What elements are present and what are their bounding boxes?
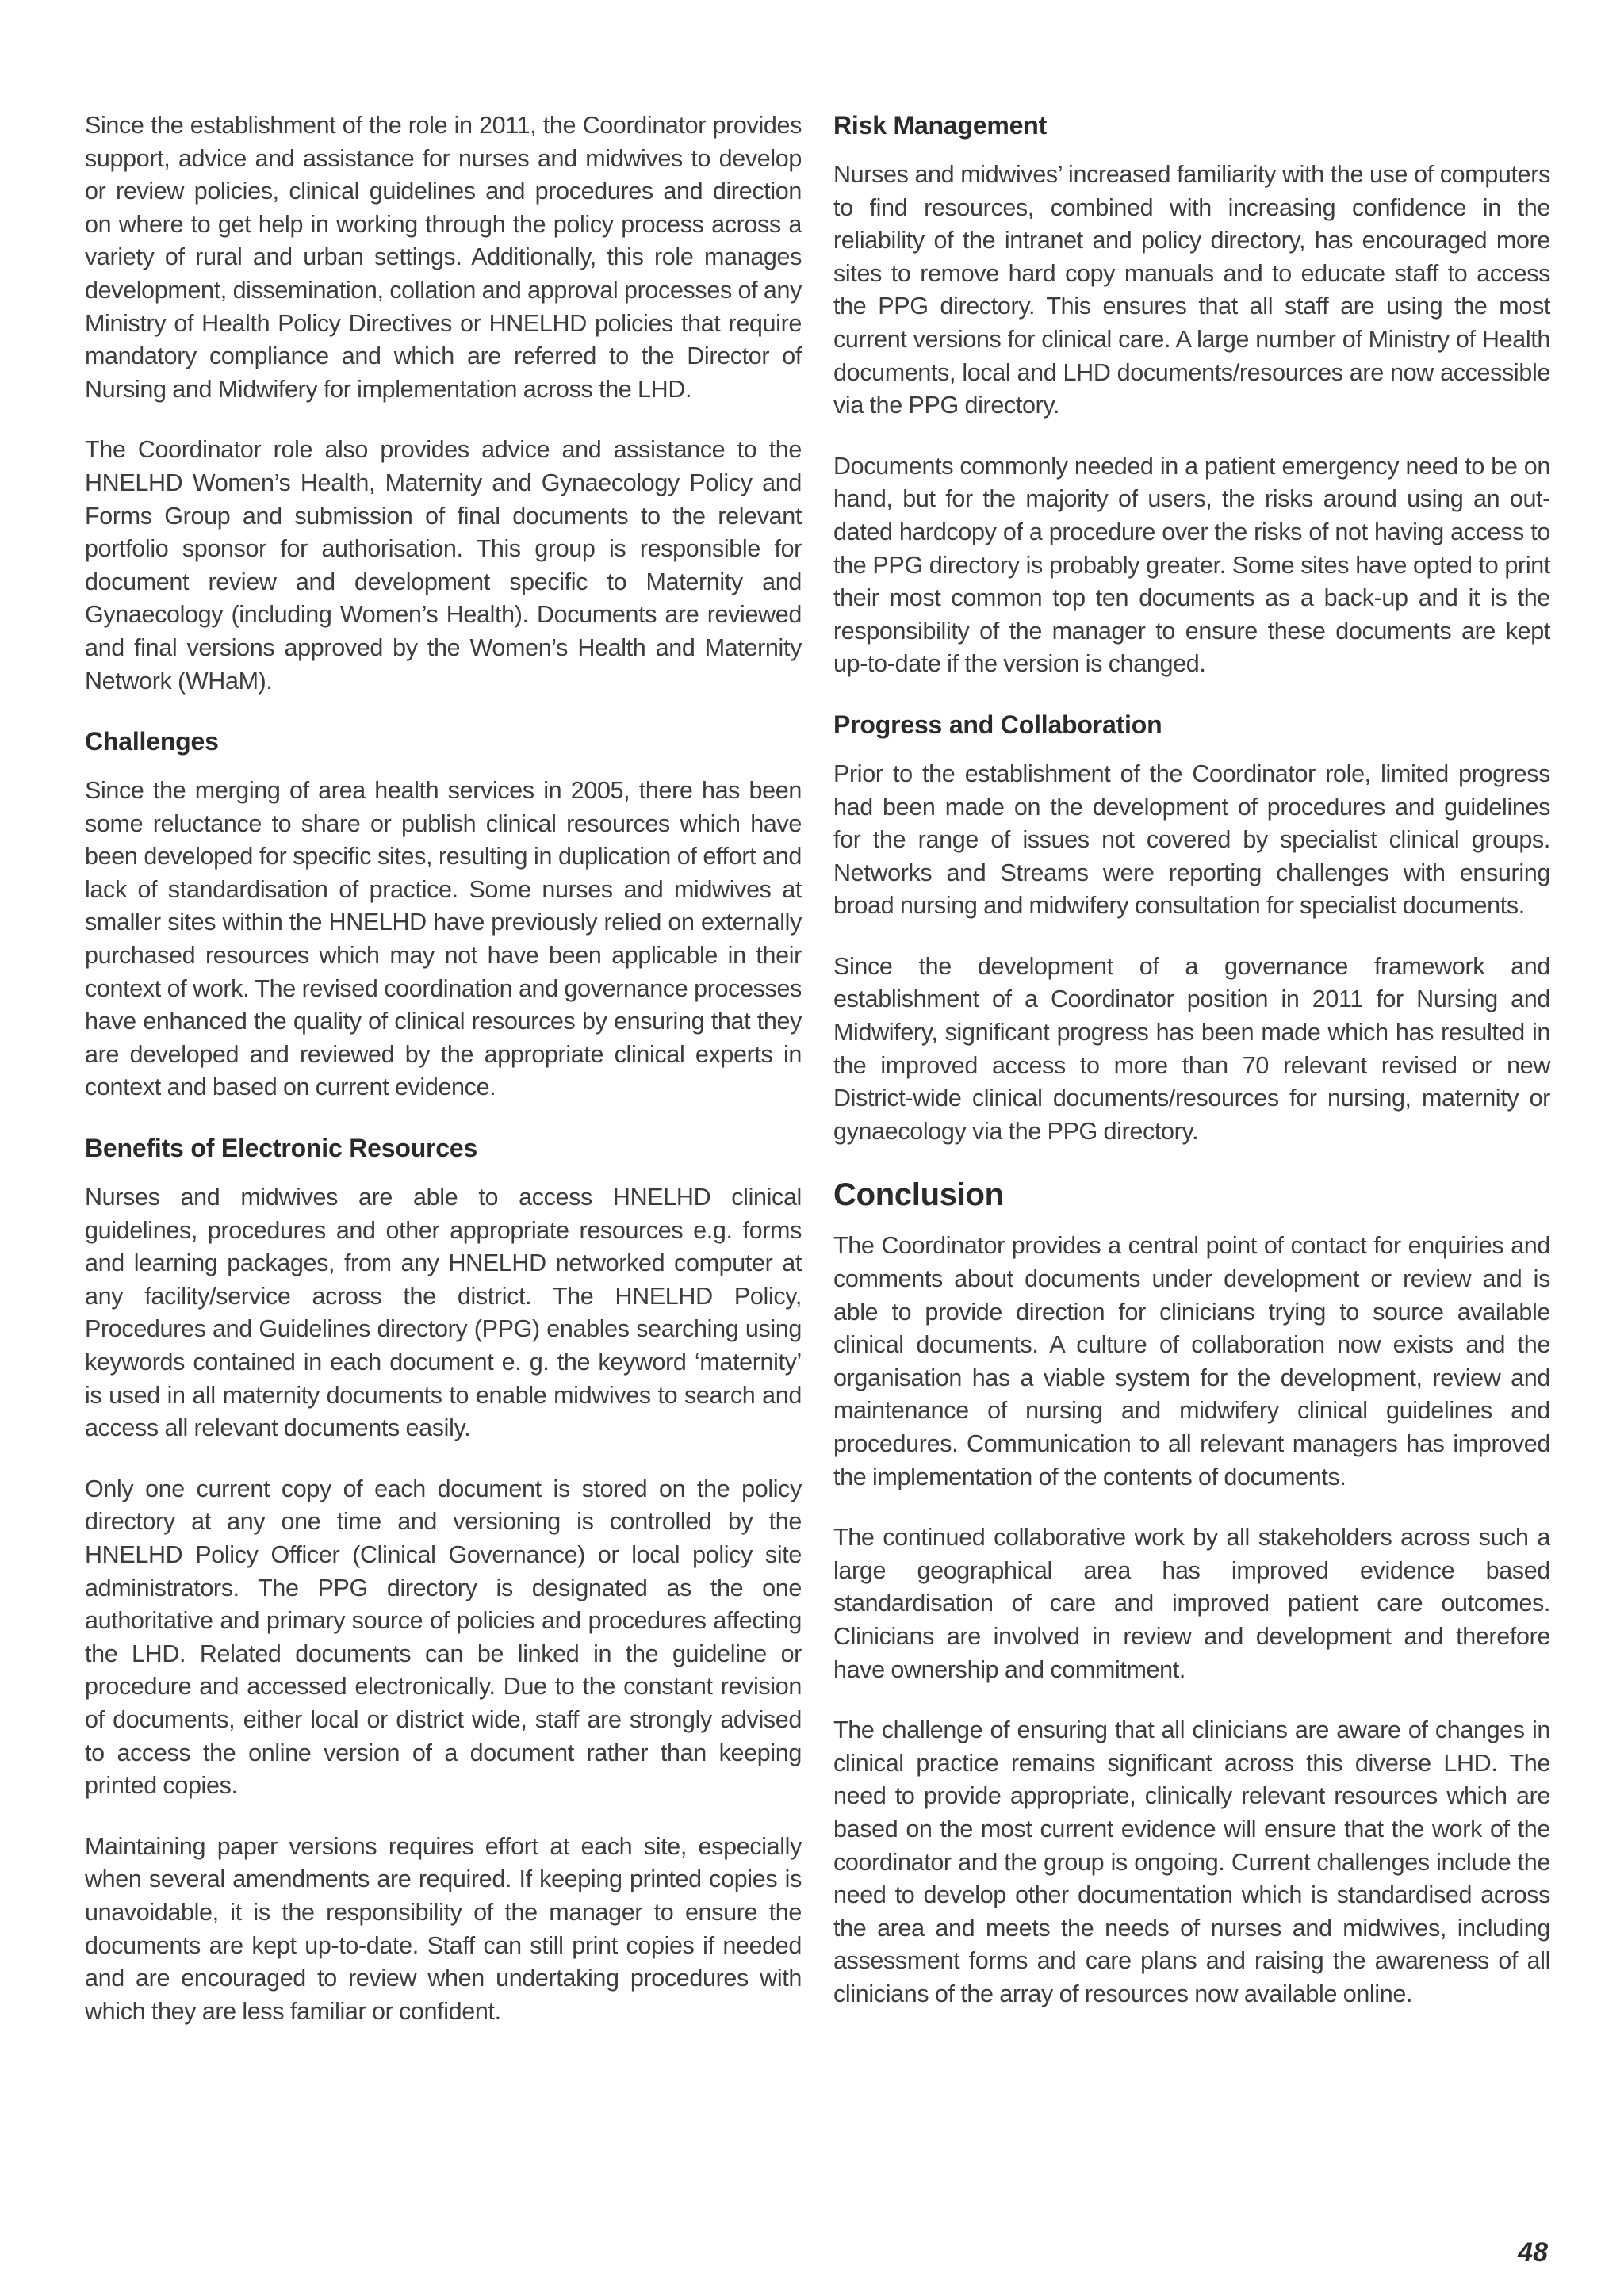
risk-management-heading: Risk Management [833, 111, 1048, 140]
right-column [833, 109, 1550, 2039]
risk-paragraph-2: Documents commonly needed in a patient emergency need to be on hand, but for the majority of users, the risks around using an out-dated hardcopy of a procedure over the risks of not having access to the PPG directory is probably greater. Some sites have opted to print their most common top ten documents as a back-up and it is the responsibility of the manager to ensure these documents are kept up-to-date if the version is changed. [833, 452, 1550, 678]
progress-heading: Progress and Collaboration [833, 710, 1162, 739]
challenges-heading: Challenges [85, 727, 219, 756]
intro-paragraph-1: Since the establishment of the role in 2011, the Coordinator provides support, advice and assistance for nurses and midwives to develop or review policies, clinical guidelines and procedures and direction on where to get help in working through the policy process across a variety of rural and urban settings. Additionally, this role manages development, dissemination, collation and approval processes of any Ministry of Health Policy Directives or HNELHD policies that require mandatory compliance and which are referred to the Director of Nursing and Midwifery for implementation across the LHD. [85, 112, 802, 403]
risk-paragraph-1: Nurses and midwives’ increased familiarity with the use of computers to find resources, combined with increasing confidence in the reliability of the intranet and policy directory, has encouraged more sites to remove hard copy manuals and to educate staff to access the PPG directory. This ensures that all staff are using the most current versions for clinical care. A large number of Ministry of Health documents, local and LHD documents/resources are now accessible via the PPG directory. [833, 161, 1550, 419]
intro-paragraph-2: The Coordinator role also provides advice and assistance to the HNELHD Women’s Health, Maternity and Gynaecology Policy and Forms Group and submission of final documents to the relevant portfolio sponsor for authorisation. This group is responsible for document review and development specific to Maternity and Gynaecology (including Women’s Health). Documents are reviewed and final versions approved by the Women’s Health and Maternity Network (WHaM). [85, 436, 802, 695]
benefits-heading: Benefits of Electronic Resources [85, 1134, 478, 1163]
benefits-paragraph-3: Maintaining paper versions requires effort at each site, especially when several amendments are required. If keeping printed copies is unavoidable, it is the responsibility of the manager to ensure the documents are kept up-to-date. Staff can still print copies if needed and are encouraged to review when undertaking procedures with which they are less familiar or confident. [85, 1832, 802, 2025]
progress-paragraph-2: Since the development of a governance framework and establishment of a Coordinator position in 2011 for Nursing and Midwifery, significant progress has been made which has resulted in the improved access to more than 70 relevant revised or new District-wide clinical documents/resources for nursing, maternity or gynaecology via the PPG directory. [833, 952, 1550, 1145]
conclusion-heading: Conclusion [833, 1177, 1004, 1213]
benefits-paragraph-1: Nurses and midwives are able to access HNELHD clinical guidelines, procedures and other appropriate resources e.g. forms and learning packages, from any HNELHD networked computer at any facility/service across the district. The HNELHD Policy, Procedures and Guidelines directory (PPG) enables searching using keywords contained in each document e. g. the keyword ‘maternity’ is used in all maternity documents to enable midwives to search and access all relevant documents easily. [85, 1184, 802, 1442]
page-number: 48 [1518, 2237, 1548, 2267]
benefits-paragraph-2: Only one current copy of each document is stored on the policy directory at any one time and versioning is controlled by the HNELHD Policy Officer (Clinical Governance) or local policy site administrators. The PPG directory is designated as the one authoritative and primary source of policies and procedures affecting the LHD. Related documents can be linked in the guideline or procedure and accessed electronically. Due to the constant revision of documents, either local or district wide, staff are strongly advised to access the online version of a document rather than keeping printed copies. [85, 1475, 802, 1800]
conclusion-paragraph-2: The continued collaborative work by all stakeholders across such a large geographical area has improved evidence based standardisation of care and improved patient care outcomes. Clinicians are involved in review and development and therefore have ownership and commitment. [833, 1524, 1550, 1683]
progress-paragraph-1: Prior to the establishment of the Coordinator role, limited progress had been made on the development of procedures and guidelines for the range of issues not covered by specialist clinical groups. Networks and Streams were reporting challenges with ensuring broad nursing and midwifery consultation for specialist documents. [833, 760, 1550, 920]
challenges-paragraph: Since the merging of area health services in 2005, there has been some reluctance to share or publish clinical resources which have been developed for specific sites, resulting in duplication of effort and lack of standardisation of practice. Some nurses and midwives at smaller sites within the HNELHD have previously relied on externally purchased resources which may not have been applicable in their context of work. The revised coordination and governance processes have enhanced the quality of clinical resources by ensuring that they are developed and reviewed by the appropriate clinical experts in context and based on current evidence. [85, 777, 802, 1101]
conclusion-paragraph-3: The challenge of ensuring that all clinicians are aware of changes in clinical practice remains significant across this diverse LHD. The need to provide appropriate, clinically relevant resources which are based on the most current evidence will ensure that the work of the coordinator and the group is ongoing. Current challenges include the need to develop other documentation which is standardised across the area and meets the needs of nurses and midwives, including assessment forms and care plans and raising the awareness of all clinicians of the array of resources now available online. [833, 1716, 1550, 2007]
left-column [85, 109, 802, 2056]
conclusion-paragraph-1: The Coordinator provides a central point of contact for enquiries and comments about documents under development or review and is able to provide direction for clinicians trying to source available clinical documents. A culture of collaboration now exists and the organisation has a viable system for the development, review and maintenance of nursing and midwifery clinical guidelines and procedures. Communication to all relevant managers has improved the implementation of the contents of documents. [833, 1232, 1550, 1490]
